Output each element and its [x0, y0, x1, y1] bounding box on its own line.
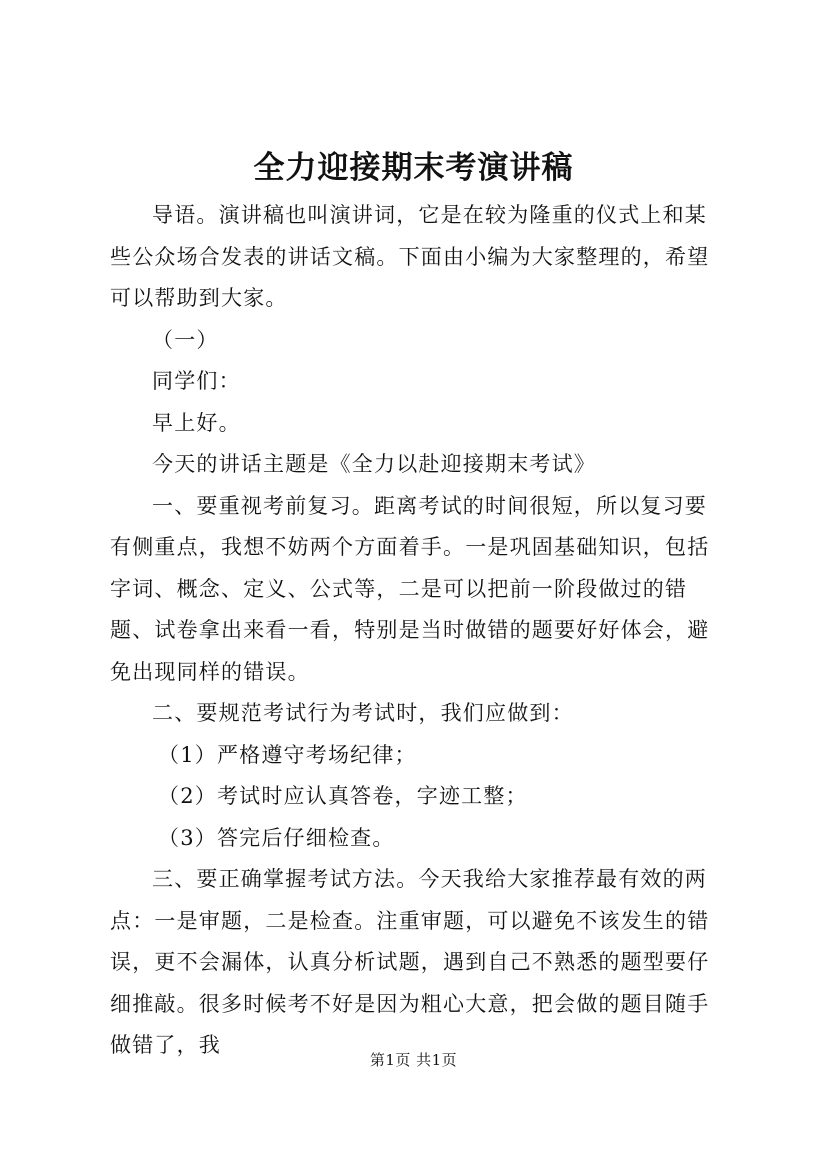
paragraph-good-morning: 早上好。	[152, 410, 241, 435]
paragraph-section-number: （一）	[152, 327, 219, 352]
paragraph-rule-3: （3）答完后仔细检查。	[158, 825, 395, 850]
paragraph-rule-1: （1）严格遵守考场纪律；	[158, 742, 417, 767]
document-title: 全力迎接期末考演讲稿	[253, 150, 574, 186]
paragraph-point-two: 二、要规范考试行为考试时，我们应做到：	[152, 701, 574, 725]
paragraph-point-one: 一、要重视考前复习。距离考试的时间很短，所以复习要有侧重点，我想不妨两个方面着手。一是巩固基础知识，包括字词、概念、定义、公式等，二是可以把前一阶段做过的错题、试卷拿出来看一看，特别是当时做错的题要好好体会，避免出现同样的错误。	[110, 493, 710, 684]
paragraph-topic: 今天的讲话主题是《全力以赴迎接期末考试》	[152, 452, 596, 476]
paragraph-intro: 导语。演讲稿也叫演讲词，它是在较为隆重的仪式上和某些公众场合发表的讲话文稿。下面由小编为大家整理的，希望可以帮助到大家。	[110, 203, 710, 310]
paragraph-point-three: 三、要正确掌握考试方法。今天我给大家推荐最有效的两点：一是审题，二是检查。注重审题，可以避免不该发生的错误，更不会漏体，认真分析试题，遇到自己不熟悉的题型要仔细推敲。很多时候考不好是因为粗心大意，把会做的题目随手做错了，我	[110, 867, 710, 1057]
page-footer: 第1页 共1页	[369, 1051, 458, 1069]
paragraph-rule-2: （2）考试时应认真答卷，字迹工整；	[158, 784, 528, 808]
paragraph-greeting: 同学们：	[152, 369, 241, 393]
document-body	[110, 195, 725, 1067]
